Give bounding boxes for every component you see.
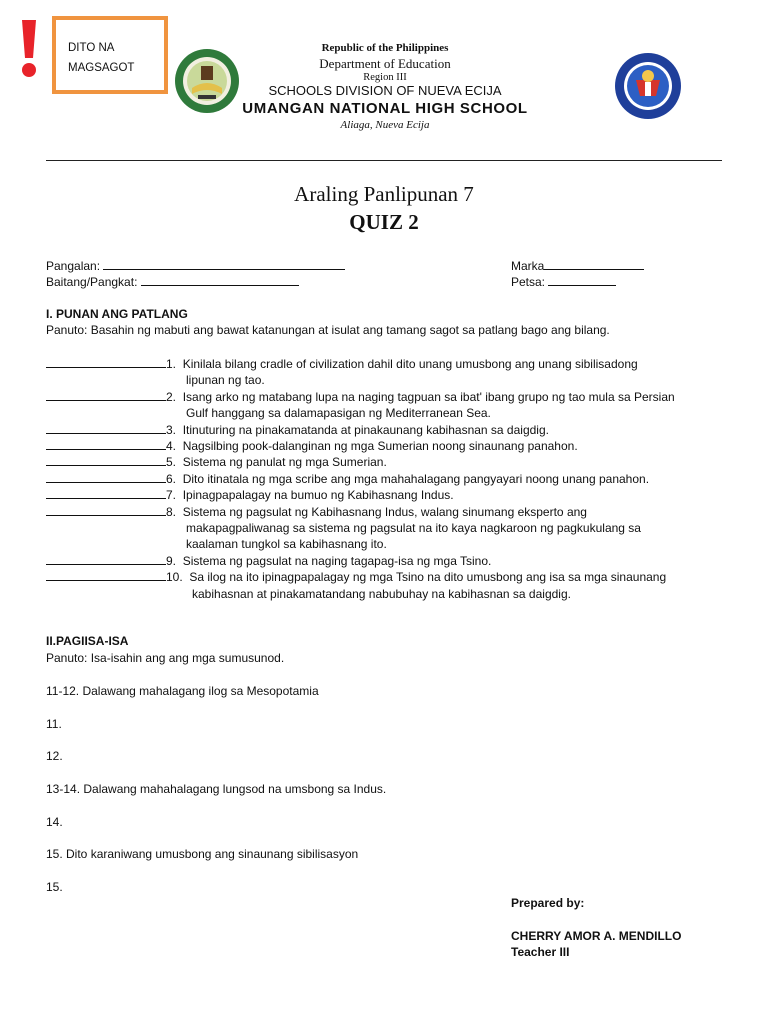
- item-number: 7.: [166, 488, 177, 503]
- answer-blank[interactable]: [46, 553, 166, 565]
- item-text-cont: makapagpaliwanag sa sistema ng pagsulat na ito kaya nagkaroon ng pagkukulang sa: [186, 521, 641, 536]
- part2-line: 14.: [46, 815, 63, 829]
- grade-blank[interactable]: [141, 275, 299, 286]
- score-field[interactable]: [511, 258, 644, 274]
- item-text: Ipinagpapalagay na bumuo ng Kabihasnang Indus.: [182, 488, 454, 503]
- item-number: 6.: [166, 471, 177, 486]
- quiz-item: [46, 438, 675, 454]
- note-line-1: DITO NA: [68, 42, 115, 54]
- item-text: Sa ilog na ito ipinagpapalagay ng mga Tsino na dito umusbong ang isa sa mga sinaunang: [189, 570, 667, 585]
- part1-instruction: Panuto: Basahin ng mabuti ang bawat katanungan at isulat ang tamang sagot sa patlang bago ang bilang.: [46, 323, 610, 337]
- prepared-by-label: Prepared by:: [511, 896, 585, 910]
- part2-line: 15.: [46, 880, 63, 894]
- item-number: 1.: [166, 357, 177, 371]
- part2-line: 11-12. Dalawang mahalagang ilog sa Mesopotamia: [46, 684, 319, 698]
- answer-blank[interactable]: [46, 471, 166, 483]
- part1-heading: I. PUNAN ANG PATLANG: [46, 307, 188, 321]
- item-text-cont: kaalaman tungkol sa kabihasnang ito.: [186, 537, 387, 552]
- item-text: Sistema ng panulat ng mga Sumerian.: [182, 455, 387, 470]
- item-text-cont: lipunan ng tao.: [186, 373, 265, 388]
- item-text: Isang arko ng matabang lupa na naging tagpuan sa ibat' ibang grupo ng tao mula sa Persian: [182, 389, 675, 404]
- part2-line: 15. Dito karaniwang umusbong ang sinaunang sibilisasyon: [46, 847, 359, 861]
- answer-here-box: [52, 16, 168, 94]
- item-text: Nagsilbing pook-dalanginan ng mga Sumerian noong sinaunang panahon.: [182, 439, 578, 454]
- quiz-item: [46, 553, 675, 569]
- name-label: Pangalan:: [46, 259, 101, 273]
- exclamation-icon: [18, 20, 40, 78]
- part2-line: 13-14. Dalawang mahahalagang lungsod na umsbong sa Indus.: [46, 782, 387, 796]
- school-address: Aliaga, Nueva Ecija: [340, 119, 430, 131]
- item-number: 3.: [166, 422, 177, 437]
- item-number: 9.: [166, 553, 177, 568]
- item-text: Dito itinatala ng mga scribe ang mga mahahalagang pangyayari noong unang panahon.: [182, 471, 650, 486]
- date-field[interactable]: [511, 274, 616, 290]
- date-label: Petsa:: [511, 275, 546, 289]
- item-number: 2.: [166, 389, 177, 404]
- subject-title: Araling Panlipunan 7: [294, 182, 474, 206]
- part1-item-list: [46, 356, 675, 602]
- answer-blank[interactable]: [46, 389, 166, 401]
- answer-blank[interactable]: [46, 438, 166, 450]
- item-text: Sistema ng pagsulat na naging tagapag-isa ng mga Tsino.: [182, 553, 492, 568]
- quiz-item: [46, 454, 675, 470]
- answer-blank[interactable]: [46, 422, 166, 434]
- answer-blank[interactable]: [46, 569, 166, 581]
- item-number: 5.: [166, 455, 177, 470]
- grade-field[interactable]: [46, 274, 299, 290]
- quiz-item: [46, 356, 675, 389]
- item-text: Kinilala bilang cradle of civilization dahil dito unang umusbong ang unang sibilisadong: [182, 357, 638, 371]
- part2-line: 11.: [46, 717, 62, 731]
- item-text: Itinuturing na pinakamatanda at pinakaunang kabihasnan sa daigdig.: [182, 422, 549, 437]
- item-number: 8.: [166, 504, 177, 519]
- grade-label: Baitang/Pangkat:: [46, 275, 138, 289]
- part2-heading: II.PAGIISA-ISA: [46, 634, 129, 648]
- quiz-item: [46, 471, 675, 487]
- answer-blank[interactable]: [46, 504, 166, 516]
- score-blank[interactable]: [544, 259, 644, 270]
- name-blank[interactable]: [103, 259, 345, 270]
- answer-blank[interactable]: [46, 487, 166, 499]
- score-label: Marka: [511, 259, 545, 273]
- name-field[interactable]: [46, 258, 345, 274]
- header-divider: [46, 160, 722, 161]
- division-line: SCHOOLS DIVISION OF NUEVA ECIJA: [268, 83, 502, 98]
- teacher-name: CHERRY AMOR A. MENDILLO: [511, 929, 682, 943]
- quiz-title: QUIZ 2: [349, 210, 419, 234]
- date-blank[interactable]: [548, 275, 616, 286]
- region-line: Region III: [363, 72, 407, 83]
- item-text-cont: Gulf hanggang sa dalamapasigan ng Mediterranean Sea.: [186, 406, 491, 421]
- deped-seal-icon: [614, 52, 682, 120]
- item-text-cont: kabihasnan at pinakamatandang nabubuhay na kabihasnan sa daigdig.: [192, 586, 571, 601]
- quiz-item: [46, 389, 675, 422]
- department-line: Department of Education: [319, 56, 451, 71]
- answer-blank[interactable]: [46, 356, 166, 368]
- quiz-item: [46, 422, 675, 438]
- quiz-item: [46, 569, 675, 602]
- quiz-item: [46, 504, 675, 553]
- republic-line: Republic of the Philippines: [321, 42, 449, 54]
- quiz-item: [46, 487, 675, 503]
- note-line-2: MAGSAGOT: [68, 62, 135, 74]
- part2-line: 12.: [46, 749, 63, 763]
- item-text: Sistema ng pagsulat ng Kabihasnang Indus, walang sinumang eksperto ang: [182, 504, 587, 519]
- teacher-position: Teacher III: [511, 945, 570, 959]
- answer-blank[interactable]: [46, 454, 166, 466]
- item-number: 4.: [166, 439, 177, 454]
- item-number: 10.: [166, 570, 183, 585]
- part2-instruction: Panuto: Isa-isahin ang ang mga sumusunod.: [46, 651, 285, 665]
- school-name: UMANGAN NATIONAL HIGH SCHOOL: [242, 100, 528, 117]
